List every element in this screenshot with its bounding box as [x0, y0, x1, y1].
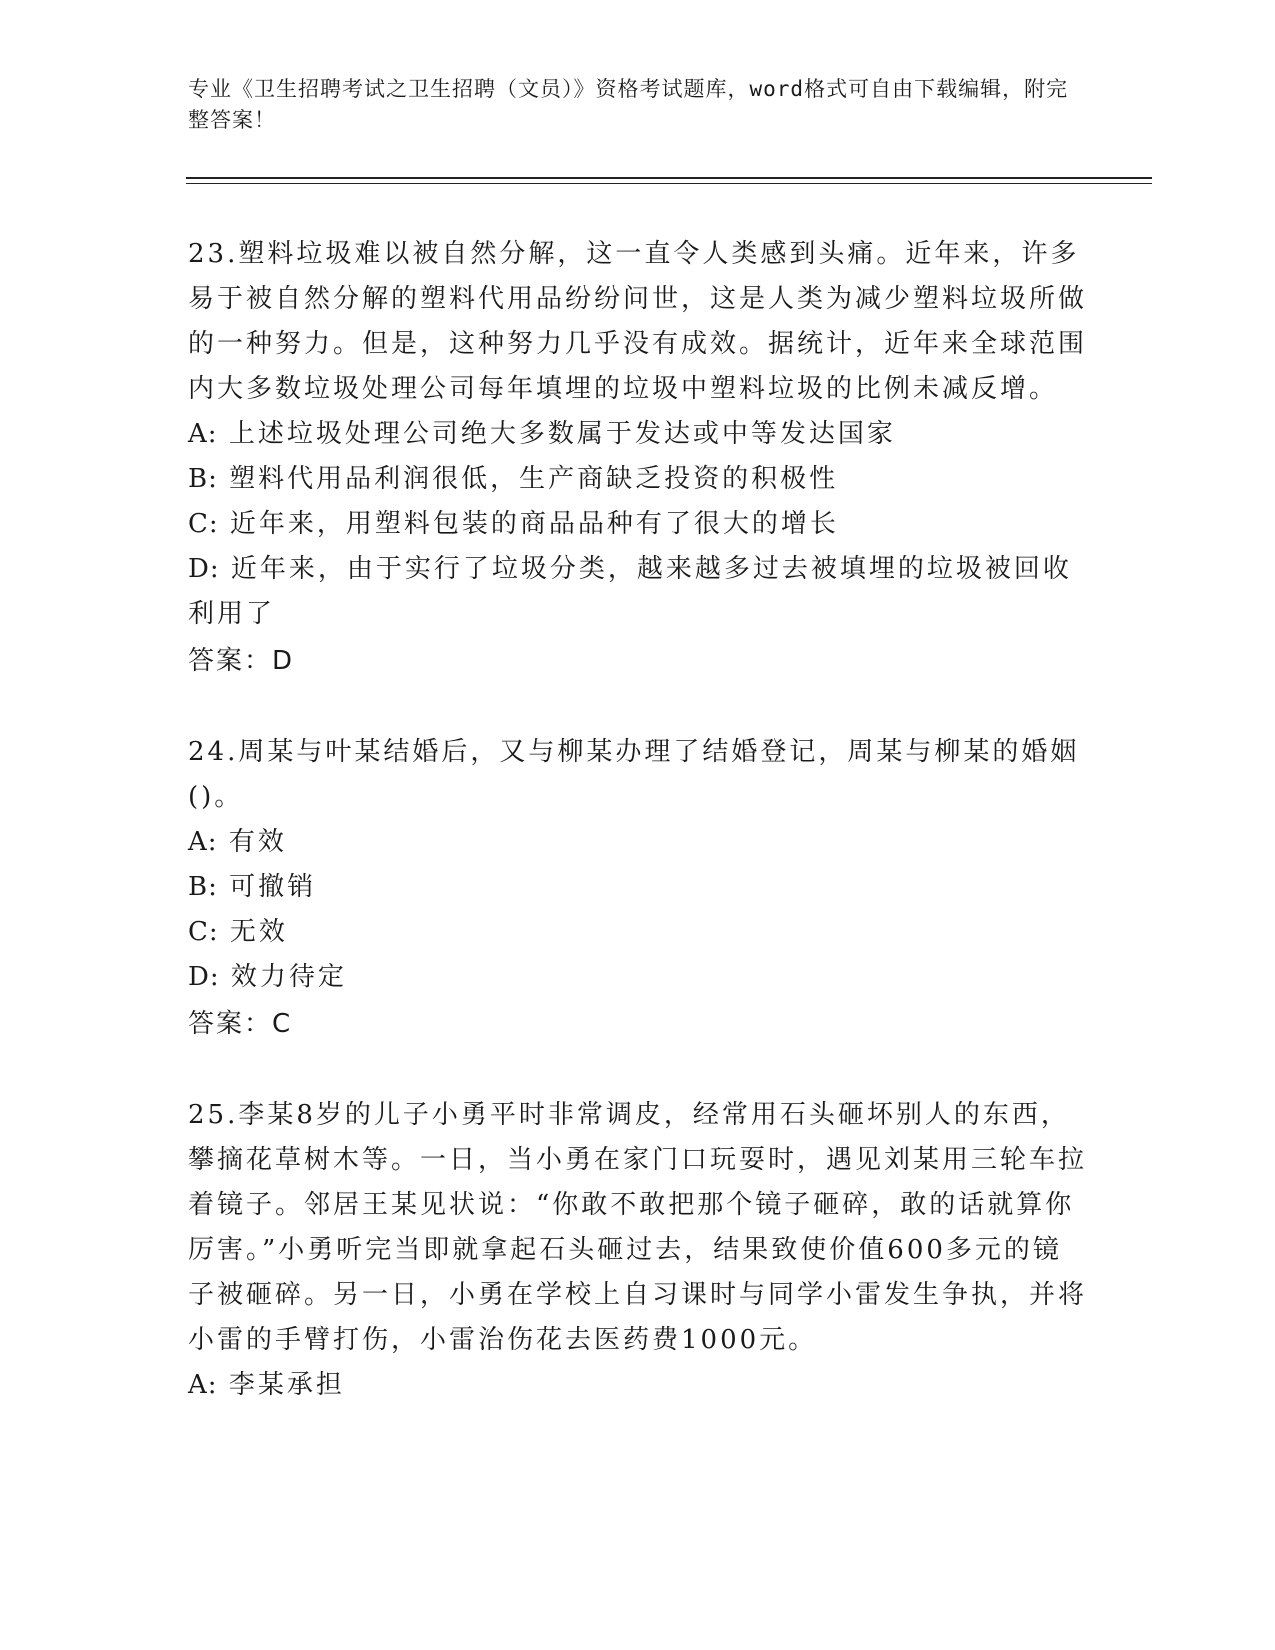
question-stem	[188, 730, 1088, 820]
option-text: 效力待定	[230, 962, 347, 992]
question-number: 25.	[188, 1100, 239, 1130]
option-letter: D:	[188, 962, 220, 992]
question-number: 23.	[188, 239, 239, 269]
option-letter: C:	[188, 509, 219, 539]
option-letter: A:	[188, 827, 218, 857]
question-24	[188, 730, 1088, 1047]
option-letter: A:	[188, 1370, 218, 1400]
option-letter: A:	[188, 419, 218, 449]
option-letter: B:	[188, 464, 218, 494]
question-number: 24.	[188, 737, 239, 767]
question-text: 塑料垃圾难以被自然分解，这一直令人类感到头痛。近年来，许多易于被自然分解的塑料代用品纷纷问世，这是人类为减少塑料垃圾所做的一种努力。但是，这种努力几乎没有成效。据统计，近年来全球范围内大多数垃圾处理公司每年填埋的垃圾中塑料垃圾的比例未减反增。	[188, 239, 1088, 404]
option-a	[188, 412, 1088, 457]
option-text: 上述垃圾处理公司绝大多数属于发达或中等发达国家	[228, 419, 896, 449]
option-letter: D:	[188, 554, 220, 584]
option-text: 塑料代用品利润很低，生产商缺乏投资的积极性	[229, 464, 839, 494]
answer-line: 答案：D	[188, 646, 295, 676]
option-b	[188, 457, 1088, 502]
option-d	[188, 955, 1088, 1000]
option-c	[188, 502, 1088, 547]
option-a	[188, 1363, 1088, 1408]
option-b	[188, 865, 1088, 910]
option-text: 李某承担	[228, 1370, 345, 1400]
header-rule-thin	[186, 183, 1152, 184]
question-text: 李某8岁的儿子小勇平时非常调皮，经常用石头砸坏别人的东西，攀摘花草树木等。一日，当小勇在家门口玩耍时，遇见刘某用三轮车拉着镜子。邻居王某见状说：“你敢不敢把那个镜子砸碎，敢的话就算你厉害。”小勇听完当即就拿起石头砸过去，结果致使价值600多元的镜子被砸碎。另一日，小勇在学校上自习课时与同学小雷发生争执，并将小雷的手臂打伤，小雷治伤花去医药费1000元。	[188, 1100, 1088, 1355]
header-text: 专业《卫生招聘考试之卫生招聘（文员）》资格考试题库，word格式可自由下载编辑，附完整答案！	[188, 77, 1069, 132]
question-list	[188, 232, 1088, 1454]
option-text: 可撤销	[229, 872, 317, 902]
document-header	[188, 74, 1088, 136]
header-rule-thick	[186, 177, 1152, 179]
option-letter: C:	[188, 917, 219, 947]
option-a	[188, 820, 1088, 865]
answer-line: 答案：C	[188, 1009, 293, 1039]
option-c	[188, 910, 1088, 955]
option-letter: B:	[188, 872, 218, 902]
question-23	[188, 232, 1088, 684]
question-text: 周某与叶某结婚后，又与柳某办理了结婚登记，周某与柳某的婚姻()。	[188, 737, 1080, 812]
option-text: 近年来，由于实行了垃圾分类，越来越多过去被填埋的垃圾被回收利用了	[188, 554, 1072, 629]
option-text: 近年来，用塑料包装的商品品种有了很大的增长	[229, 509, 839, 539]
question-stem	[188, 232, 1088, 412]
option-text: 有效	[228, 827, 287, 857]
option-text: 无效	[229, 917, 288, 947]
option-d	[188, 547, 1088, 637]
question-stem	[188, 1093, 1088, 1363]
question-25	[188, 1093, 1088, 1408]
